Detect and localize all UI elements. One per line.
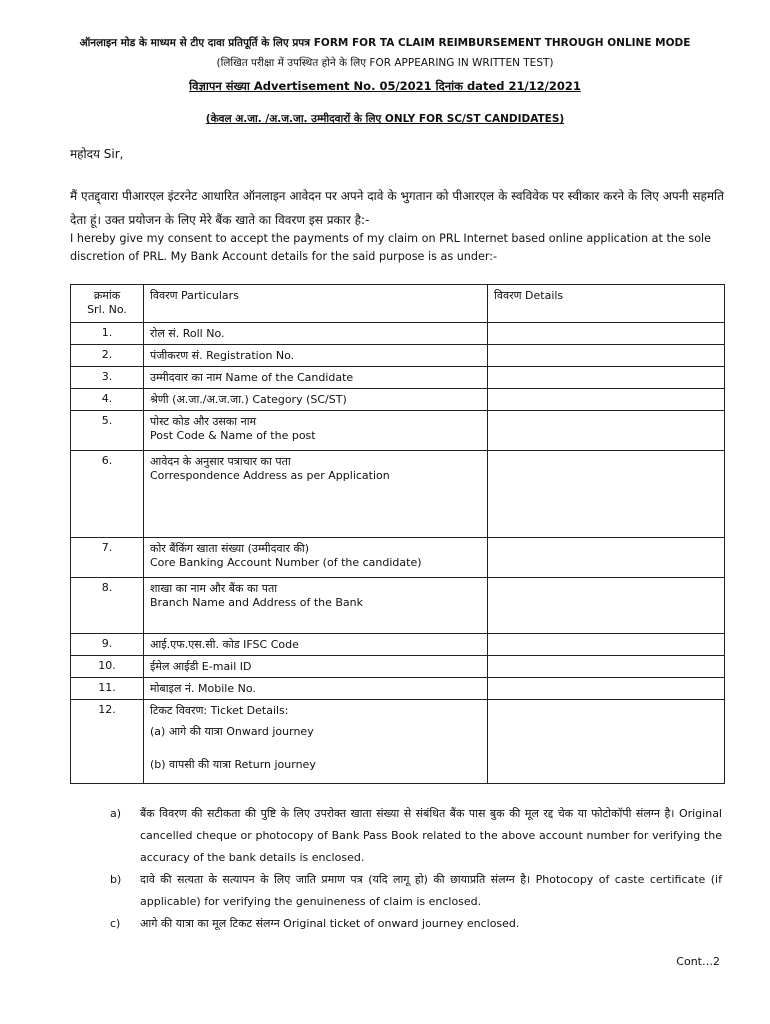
table-row	[71, 678, 725, 700]
table-row	[71, 634, 725, 656]
form-subtitle: (लिखित परीक्षा में उपस्थित होने के लिए FOR APPEARING IN WRITTEN TEST)	[216, 57, 554, 69]
row-particular: पंजीकरण सं. Registration No.	[144, 345, 488, 367]
row-particular	[144, 700, 488, 784]
row-number: 12.	[71, 700, 144, 784]
table-row	[71, 367, 725, 389]
row-number: 3.	[71, 367, 144, 389]
note-text: आगे की यात्रा का मूल टिकट संलग्न Original ticket of onward journey enclosed.	[140, 917, 520, 930]
row-number: 6.	[71, 451, 144, 538]
row-detail-cell	[488, 700, 725, 784]
note-marker: c)	[110, 917, 121, 930]
form-title: ऑनलाइन मोड के माध्यम से टीए दावा प्रतिपूर्ति के लिए प्रपत्र FORM FOR TA CLAIM REIMBURSEMENT THROUGH ONLINE MODE	[79, 37, 691, 49]
table-row	[71, 578, 725, 634]
continuation-marker: Cont…2	[676, 955, 720, 968]
note-item	[100, 803, 722, 869]
row-particular	[144, 411, 488, 451]
row-particular: मोबाइल नं. Mobile No.	[144, 678, 488, 700]
particulars-header: विवरण Particulars	[144, 285, 488, 323]
row-particular: आई.एफ.एस.सी. कोड IFSC Code	[144, 634, 488, 656]
row-detail-cell	[488, 678, 725, 700]
onward-journey-label: (a) आगे की यात्रा Onward journey	[150, 725, 314, 738]
consent-paragraph-english: I hereby give my consent to accept the payments of my claim on PRL Internet based online application at the sole discretion of PRL. My Bank Account details for the said purpose is as under:-	[70, 232, 712, 263]
row-particular: उम्मीदवार का नाम Name of the Candidate	[144, 367, 488, 389]
table-header-row	[71, 285, 725, 323]
srl-header-hindi: क्रमांक	[93, 289, 121, 302]
details-header: विवरण Details	[488, 285, 725, 323]
row-number: 1.	[71, 323, 144, 345]
category-note: (केवल अ.जा. /अ.ज.जा. उम्मीदवारों के लिए ONLY FOR SC/ST CANDIDATES)	[205, 113, 565, 125]
note-text: दावे की सत्यता के सत्यापन के लिए जाति प्रमाण पत्र (यदि लागू हो) की छायाप्रति संलग्न है। Photocopy of caste certificate (if applicable) for verifying the genuineness of claim is enclosed.	[140, 873, 722, 908]
row-particular	[144, 451, 488, 538]
row-particular-hindi: शाखा का नाम और बैंक का पता	[150, 582, 278, 595]
row-particular: श्रेणी (अ.जा./अ.ज.जा.) Category (SC/ST)	[144, 389, 488, 411]
enclosure-notes	[100, 803, 722, 935]
note-marker: b)	[110, 873, 122, 886]
row-number: 11.	[71, 678, 144, 700]
table-row	[71, 538, 725, 578]
row-detail-cell	[488, 345, 725, 367]
row-particular	[144, 578, 488, 634]
row-particular: रोल सं. Roll No.	[144, 323, 488, 345]
row-detail-cell	[488, 411, 725, 451]
bank-details-table	[70, 284, 725, 784]
row-particular-english: Core Banking Account Number (of the candidate)	[150, 556, 422, 569]
row-number: 4.	[71, 389, 144, 411]
table-row	[71, 656, 725, 678]
row-number: 8.	[71, 578, 144, 634]
advertisement-line: विज्ञापन संख्या Advertisement No. 05/2021 दिनांक dated 21/12/2021	[189, 79, 581, 93]
row-number: 5.	[71, 411, 144, 451]
note-item	[100, 869, 722, 913]
row-detail-cell	[488, 451, 725, 538]
table-row	[71, 389, 725, 411]
consent-paragraph-hindi: मैं एतद्द्वारा पीआरएल इंटरनेट आधारित ऑनलाइन आवेदन पर अपने दावे के भुगतान को पीआरएल के स्वविवेक पर स्वीकार करने के लिए अपनी सहमति देता हूं। उक्त प्रयोजन के लिए मेरे बैंक खाते का विवरण इस प्रकार है:-	[70, 189, 724, 227]
row-detail-cell	[488, 367, 725, 389]
row-particular	[144, 538, 488, 578]
row-particular-english: Post Code & Name of the post	[150, 429, 316, 442]
note-text: बैंक विवरण की सटीकता की पुष्टि के लिए उपरोक्त खाता संख्या से संबंधित बैंक पास बुक की मूल रद्द चेक या फोटोकॉपी संलग्न है। Original cancelled cheque or photocopy of Bank Pass Book related to the above account number for verifying the accuracy of the bank details is enclosed.	[140, 807, 722, 864]
row-number: 10.	[71, 656, 144, 678]
row-detail-cell	[488, 656, 725, 678]
row-detail-cell	[488, 578, 725, 634]
row-number: 9.	[71, 634, 144, 656]
row-particular-english: Branch Name and Address of the Bank	[150, 596, 364, 609]
row-number: 7.	[71, 538, 144, 578]
row-particular-hindi: आवेदन के अनुसार पत्राचार का पता	[150, 455, 291, 468]
table-row	[71, 323, 725, 345]
row-detail-cell	[488, 634, 725, 656]
note-item	[100, 913, 722, 935]
salutation: महोदय Sir,	[70, 147, 124, 161]
row-number: 2.	[71, 345, 144, 367]
note-marker: a)	[110, 807, 122, 820]
row-detail-cell	[488, 323, 725, 345]
table-row	[71, 345, 725, 367]
srl-header	[71, 285, 144, 323]
row-particular-hindi: कोर बैंकिंग खाता संख्या (उम्मीदवार की)	[150, 542, 310, 555]
table-row	[71, 411, 725, 451]
table-row	[71, 700, 725, 784]
srl-header-english: Srl. No.	[87, 303, 127, 316]
ticket-details-label: टिकट विवरण: Ticket Details:	[150, 704, 289, 717]
row-detail-cell	[488, 538, 725, 578]
row-detail-cell	[488, 389, 725, 411]
row-particular-english: Correspondence Address as per Application	[150, 469, 390, 482]
table-row	[71, 451, 725, 538]
return-journey-label: (b) वापसी की यात्रा Return journey	[150, 758, 316, 771]
row-particular-hindi: पोस्ट कोड और उसका नाम	[150, 415, 257, 428]
row-particular: ईमेल आईडी E-mail ID	[144, 656, 488, 678]
